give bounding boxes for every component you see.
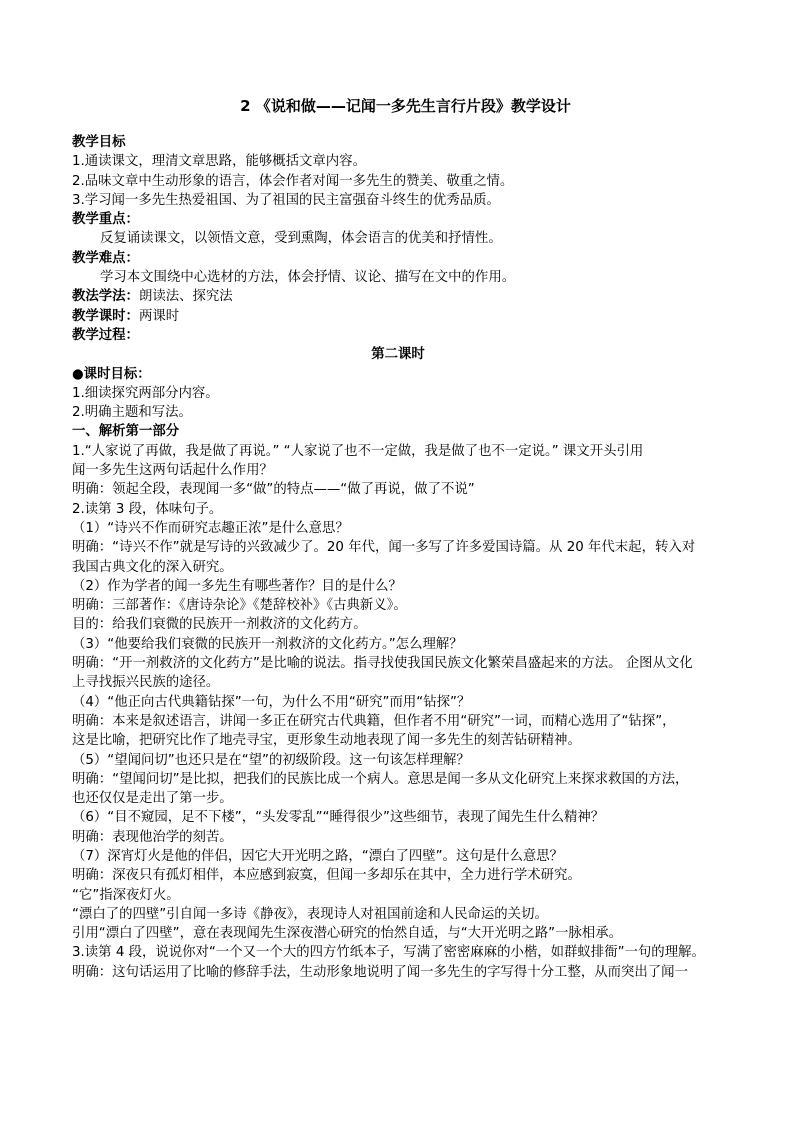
body-line: 目的：给我们衰微的民族开一剂救济的文化药方。 (72, 617, 367, 633)
body-line: 上寻找振兴民族的途径。 (72, 675, 220, 691)
difficulty-text: 学习本文围绕中心选材的方法，体会抒情、议论、描写在文中的作用。 (100, 270, 516, 286)
method-value: 朗读法、探究法 (138, 289, 233, 305)
document-content (72, 95, 724, 982)
body-line: 明确：三部著作：《唐诗杂论》《楚辞校补》《古典新义》。 (72, 598, 407, 614)
document-title: 2 《说和做——记闻一多先生言行片段》教学设计 (240, 97, 571, 115)
body-line: 2.读第 3 段，体味句子。 (72, 501, 223, 517)
body-line: 明确：领起全段，表现闻一多“做”的特点——“做了再说，做了不说” (72, 482, 475, 498)
body-line: “它”指深夜灯火。 (72, 887, 180, 903)
method-row (72, 287, 724, 306)
objective-item: 1.通读课文，理清文章思路，能够概括文章内容。 (72, 154, 366, 170)
body-line: 也还仅仅是走出了第一步。 (72, 791, 233, 807)
hours-label: 教学课时： (72, 308, 139, 324)
objective-item: 3.学习闻一多先生热爱祖国、为了祖国的民主富强奋斗终生的优秀品质。 (72, 192, 500, 208)
body-line: “漂白了的四壁”引自闻一多诗《静夜》，表现诗人对祖国前途和人民命运的关切。 (72, 906, 548, 922)
process-heading: 教学过程： (72, 327, 139, 343)
body-line: （3）“他要给我们衰微的民族开一剂救济的文化药方。”怎么理解？ (72, 636, 463, 652)
body-line: （5）“望闻问切”也还只是在“望”的初级阶段。这一句该怎样理解？ (72, 752, 470, 768)
body-line: 明确：本来是叙述语言，讲闻一多正在研究古代典籍，但作者不用“研究”一词，而精心选用了“钻探”， (72, 713, 676, 729)
body-line: 这是比喻，把研究比作了地壳寻宝，更形象生动地表现了闻一多先生的刻苦钻研精神。 (72, 733, 581, 749)
lesson-goal-item: 2.明确主题和写法。 (72, 405, 192, 421)
body-line: （7）深宵灯火是他的伴侣，因它大开光明之路，“漂白了四壁”。这句是什么意思？ (72, 848, 564, 864)
part1-heading: 一、解析第一部分 (72, 424, 180, 440)
body-line: 明确：这句话运用了比喻的修辞手法，生动形象地说明了闻一多先生的字写得十分工整，从而突出了闻一 (72, 964, 688, 980)
body-line: 明确：“望闻问切”是比拟，把我们的民族比成一个病人。意思是闻一多从文化研究上来探求救国的方法， (72, 771, 689, 787)
body-line: （6）“目不窥园，足不下楼”，“头发零乱”“睡得很少”这些细节，表现了闻先生什么精神？ (72, 810, 605, 826)
body-line: 明确：深夜只有孤灯相伴，本应感到寂寞，但闻一多却乐在其中，全力进行学术研究。 (72, 868, 581, 884)
body-line: 3.读第 4 段，说说你对“一个又一个大的四方竹纸本子，写满了密密麻麻的小楷，如群蚁排衙”一句的理解。 (72, 945, 705, 961)
key-points-text: 反复诵读课文，以领悟文意，受到熏陶，体会语言的优美和抒情性。 (100, 231, 502, 247)
body-line: 闻一多先生这两句话起什么作用？ (72, 463, 273, 479)
body-line: 明确：表现他治学的刻苦。 (72, 829, 233, 845)
difficulty-heading: 教学难点： (72, 250, 139, 266)
body-line: 1.“人家说了再做，我是做了再说。” “人家说了也不一定做，我是做了也不一定说。” 课文开头引用 (72, 443, 644, 459)
body-line: （4）“他正向古代典籍钻探”一句，为什么不用“研究”而用“钻探”？ (72, 694, 471, 710)
body-line: 明确：“诗兴不作”就是写诗的兴致减少了。20 年代，闻一多写了许多爱国诗篇。从 20 年代末起，转入对 (72, 540, 696, 556)
body-line: 明确：“开一剂救济的文化药方”是比喻的说法。指寻找使我国民族文化繁荣昌盛起来的方法。 企图从文化 (72, 656, 693, 672)
body-line: （2）作为学者的闻一多先生有哪些著作？目的是什么？ (72, 578, 402, 594)
body-line: 我国古典文化的深入研究。 (72, 559, 233, 575)
objective-item: 2.品味文章中生动形象的语言，体会作者对闻一多先生的赞美、敬重之情。 (72, 173, 514, 189)
lesson-goal-item: 1.细读探究两部分内容。 (72, 385, 219, 401)
lesson-goal-heading: ●课时目标： (72, 366, 151, 382)
body-line: 引用“漂白了四壁”，意在表现闻先生深夜潜心研究的怡然自适，与“大开光明之路”一脉相承。 (72, 926, 622, 942)
objectives-heading: 教学目标 (72, 135, 126, 150)
hours-row (72, 307, 724, 326)
method-label: 教法学法： (72, 289, 139, 305)
key-points-heading: 教学重点： (72, 212, 139, 228)
body-line: （1）“诗兴不作而研究志趣正浓”是什么意思？ (72, 520, 349, 536)
lesson-heading: 第二课时 (371, 347, 425, 363)
hours-value: 两课时 (138, 308, 180, 324)
